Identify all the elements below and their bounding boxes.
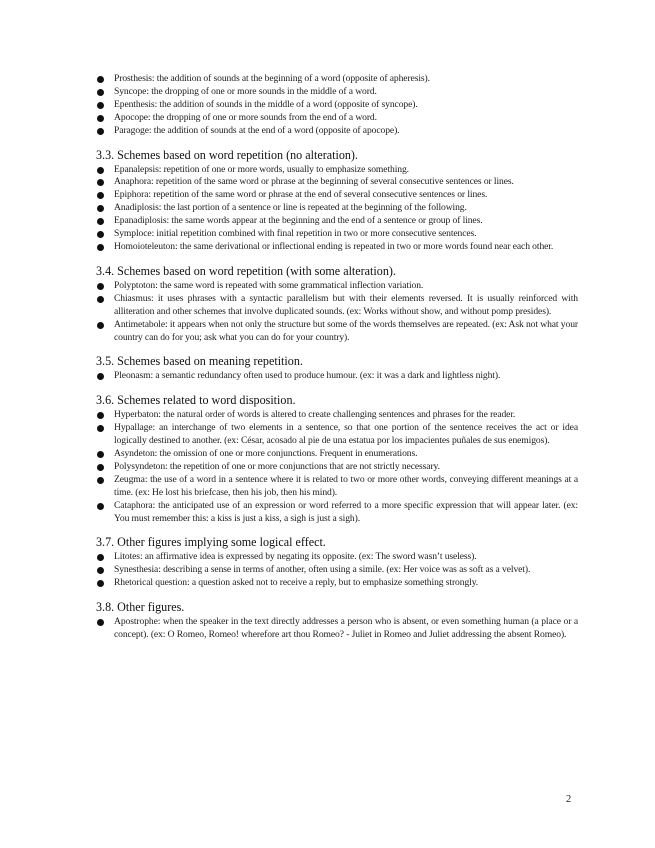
- list-item: Litotes: an affirmative idea is expressed by negating its opposite. (ex: The sword wasn’t useless).: [96, 551, 578, 564]
- list-item: Cataphora: the anticipated use of an expression or word referred to a more specific expression that will appear later. (ex: You must remember this: a kiss is just a kiss, a sigh is just a sigh).: [96, 500, 578, 526]
- list-item: Paragoge: the addition of sounds at the end of a word (opposite of apocope).: [96, 125, 578, 138]
- list-item: Antimetabole: it appears when not only the structure but some of the words themselves are repeated. (ex: Ask not what your country can do for you; ask what you can do for your country).: [96, 319, 578, 345]
- list-item: Rhetorical question: a question asked not to receive a reply, but to emphasize something strongly.: [96, 577, 578, 590]
- list-item: Epanalepsis: repetition of one or more words, usually to emphasize something.: [96, 164, 578, 177]
- bullet-list: [96, 164, 578, 254]
- list-item: Homoioteleuton: the same derivational or inflectional ending is repeated in two or more words found near each other.: [96, 241, 578, 254]
- section-heading: 3.6. Schemes related to word disposition.: [96, 393, 296, 408]
- list-item: Prosthesis: the addition of sounds at the beginning of a word (opposite of apheresis).: [96, 73, 578, 86]
- list-item: Syncope: the dropping of one or more sounds in the middle of a word.: [96, 86, 578, 99]
- list-item: Polysyndeton: the repetition of one or more conjunctions that are not strictly necessary.: [96, 461, 578, 474]
- list-item: Synesthesia: describing a sense in terms of another, often using a simile. (ex: Her voice was as soft as a velvet).: [96, 564, 578, 577]
- list-item: Epanadiplosis: the same words appear at the beginning and the end of a sentence or group of lines.: [96, 215, 578, 228]
- list-item: Epiphora: repetition of the same word or phrase at the end of several consecutive sentences or lines.: [96, 189, 578, 202]
- list-item: Anadiplosis: the last portion of a sentence or line is repeated at the beginning of the following.: [96, 202, 578, 215]
- page-content: [96, 73, 578, 642]
- bullet-list: [96, 73, 578, 138]
- list-item: Polyptoton: the same word is repeated with some grammatical inflection variation.: [96, 280, 578, 293]
- bullet-list: [96, 280, 578, 345]
- list-item: Hypallage: an interchange of two elements in a sentence, so that one portion of the sentence receives the act or idea logically destined to another. (ex: César, acosado al pie de una estatua por los impacientes puñales de sus enemigos).: [96, 422, 578, 448]
- bullet-list: [96, 551, 578, 590]
- section-heading: 3.7. Other figures implying some logical effect.: [96, 535, 326, 550]
- list-item: Asyndeton: the omission of one or more conjunctions. Frequent in enumerations.: [96, 448, 578, 461]
- list-item: Hyperbaton: the natural order of words is altered to create challenging sentences and phrases for the reader.: [96, 409, 578, 422]
- list-item: Apostrophe: when the speaker in the text directly addresses a person who is absent, or even something human (a place or a concept). (ex: O Romeo, Romeo! wherefore art thou Romeo? - Juliet in Romeo and Juliet addressing the absent Romeo).: [96, 616, 578, 642]
- list-item: Apocope: the dropping of one or more sounds from the end of a word.: [96, 112, 578, 125]
- section-heading: 3.5. Schemes based on meaning repetition.: [96, 354, 303, 369]
- bullet-list: [96, 409, 578, 525]
- bullet-list: [96, 370, 578, 383]
- list-item: Pleonasm: a semantic redundancy often used to produce humour. (ex: it was a dark and lightless night).: [96, 370, 578, 383]
- section-heading: 3.3. Schemes based on word repetition (no alteration).: [96, 147, 358, 162]
- section-heading: 3.8. Other figures.: [96, 600, 185, 615]
- list-item: Chiasmus: it uses phrases with a syntactic parallelism but with their elements reversed. It is usually reinforced with alliteration and other schemes that involve duplicated sounds. (ex: Works without show, and without pomp presides).: [96, 293, 578, 319]
- list-item: Zeugma: the use of a word in a sentence where it is related to two or more other words, conveying different meanings at a time. (ex: He lost his briefcase, then his job, then his mind).: [96, 474, 578, 500]
- bullet-list: [96, 616, 578, 642]
- list-item: Epenthesis: the addition of sounds in the middle of a word (opposite of syncope).: [96, 99, 578, 112]
- list-item: Anaphora: repetition of the same word or phrase at the beginning of several consecutive sentences or lines.: [96, 176, 578, 189]
- section-heading: 3.4. Schemes based on word repetition (with some alteration).: [96, 263, 396, 278]
- page-number: 2: [566, 794, 572, 805]
- list-item: Symploce: initial repetition combined with final repetition in two or more consecutive sentences.: [96, 228, 578, 241]
